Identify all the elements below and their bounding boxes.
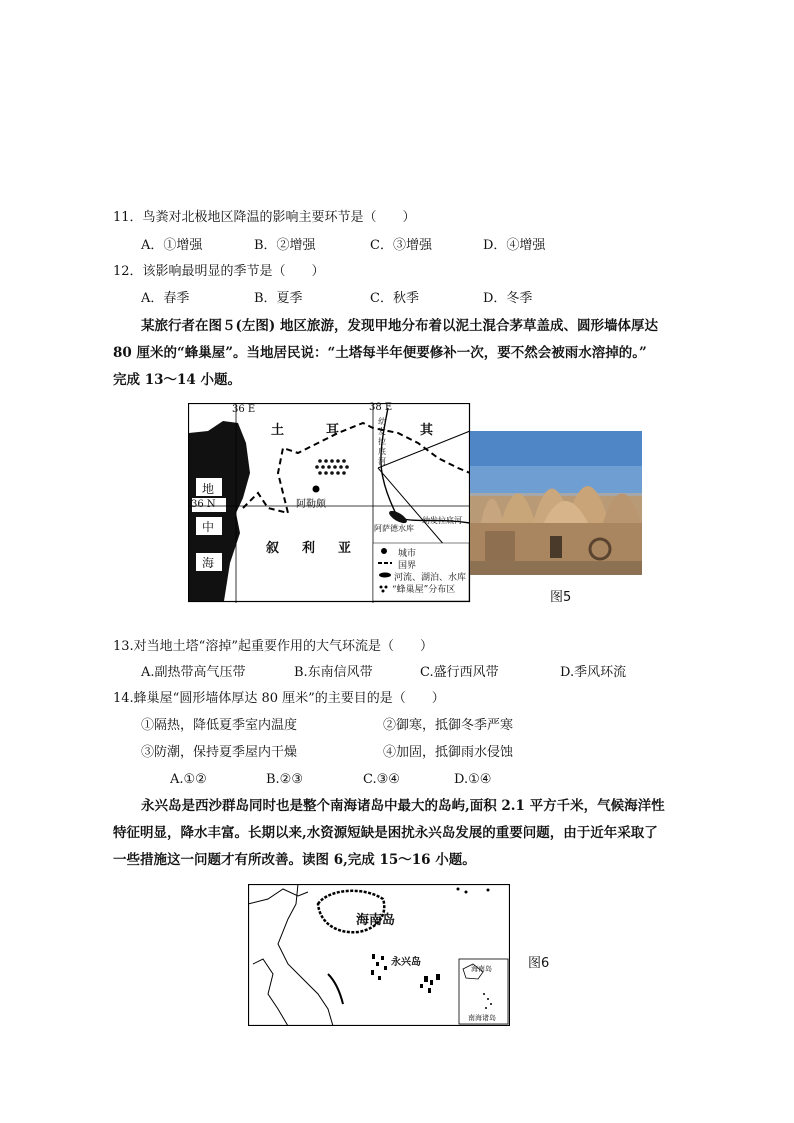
lat-36-label: 36 N bbox=[191, 499, 216, 510]
q13-option-b: B.东南信风带 bbox=[294, 665, 373, 680]
q14-option-b: B.②③ bbox=[266, 772, 303, 787]
passage1-line3: 完成 13～14 小题。 bbox=[113, 372, 241, 388]
legend-beehive: “蜂巢屋”分布区 bbox=[392, 585, 456, 595]
figure-5-caption: 图5 bbox=[550, 590, 572, 605]
passage2-line2: 特征明显，降水丰富。长期以来,水资源短缺是困扰永兴岛发展的重要问题，由于近年采取了 bbox=[113, 825, 658, 841]
q11-option-d: D．④增强 bbox=[483, 238, 546, 253]
turkey-char-3: 其 bbox=[420, 423, 434, 438]
turkey-char-2: 耳 bbox=[326, 423, 340, 438]
q12-stem: 12．该影响最明显的季节是（ ） bbox=[113, 264, 325, 279]
river-label: 幼发拉底河 bbox=[422, 516, 462, 525]
q11-option-b: B．②增强 bbox=[254, 238, 316, 253]
q12-option-a: A．春季 bbox=[141, 291, 190, 306]
syria-char-1: 叙 bbox=[266, 541, 280, 556]
q12-option-b: B．夏季 bbox=[254, 291, 303, 306]
q14-item-2: ②御寒，抵御冬季严寒 bbox=[383, 718, 514, 733]
figure-6-map bbox=[248, 884, 510, 1026]
river-vertical-label: 幼 发 拉 底 河 bbox=[378, 417, 386, 466]
q12-option-d: D．冬季 bbox=[483, 291, 533, 306]
figure-5 bbox=[188, 403, 642, 603]
passage1-line2: 80 厘米的“蜂巢屋”。当地居民说：“土塔每半年便要修补一次，要不然会被雨水溶掉的。” bbox=[113, 345, 647, 361]
q14-item-1: ①隔热，降低夏季室内温度 bbox=[141, 718, 298, 733]
inset-bottom-label: 南海诸岛 bbox=[468, 1014, 496, 1022]
passage2-line3: 一些措施这一问题才有所改善。读图 6,完成 15～16 小题。 bbox=[113, 852, 476, 868]
syria-char-2: 利 bbox=[302, 541, 316, 556]
syria-char-3: 亚 bbox=[338, 541, 352, 556]
legend-border: 国界 bbox=[398, 561, 417, 571]
q14-option-c: C.③④ bbox=[363, 772, 400, 787]
yongxing-label: 永兴岛 bbox=[391, 957, 421, 968]
q14-option-d: D.①④ bbox=[454, 772, 492, 787]
q14-option-a: A.①② bbox=[170, 772, 207, 787]
legend-city: 城市 bbox=[398, 549, 417, 559]
inset-top-label: 海南岛 bbox=[471, 965, 492, 973]
beehive-houses-photo bbox=[470, 431, 642, 575]
figure-6-caption: 图6 bbox=[528, 956, 550, 971]
figure-6 bbox=[248, 884, 510, 1026]
passage2-line1: 永兴岛是西沙群岛同时也是整个南海诸岛中最大的岛屿,面积 2.1 平方千米，气候海洋性 bbox=[141, 798, 665, 814]
q14-item-4: ④加固，抵御雨水侵蚀 bbox=[383, 745, 514, 760]
q13-option-c: C.盛行西风带 bbox=[420, 665, 499, 680]
legend-water: 河流、湖泊、水库 bbox=[394, 573, 467, 583]
sea-char-1: 地 bbox=[202, 482, 215, 496]
reservoir-label: 阿萨德水库 bbox=[374, 524, 414, 533]
sea-char-2: 中 bbox=[202, 520, 215, 534]
q11-option-a: A．①增强 bbox=[141, 238, 203, 253]
q12-option-c: C．秋季 bbox=[370, 291, 419, 306]
lon-38-label: 38 E bbox=[369, 402, 393, 413]
aleppo-label: 阿勒颇 bbox=[296, 499, 326, 510]
q14-stem: 14.蜂巢屋“圆形墙体厚达 80 厘米”的主要目的是（ ） bbox=[113, 691, 445, 706]
sea-char-3: 海 bbox=[202, 556, 215, 570]
q14-item-3: ③防潮，保持夏季屋内干燥 bbox=[141, 745, 298, 760]
q11-stem: 11．鸟粪对北极地区降温的影响主要环节是（ ） bbox=[113, 210, 416, 225]
passage1-line1: 某旅行者在图５(左图) 地区旅游，发现甲地分布着以泥土混合茅草盖成、圆形墙体厚达 bbox=[141, 318, 658, 334]
hainan-label: 海南岛 bbox=[356, 913, 396, 928]
q13-option-d: D.季风环流 bbox=[560, 665, 627, 680]
turkey-char-1: 土 bbox=[271, 423, 285, 438]
lon-36-label: 36 E bbox=[232, 404, 256, 415]
q13-stem: 13.对当地土塔“溶掉”起重要作用的大气环流是（ ） bbox=[113, 639, 433, 654]
city-aleppo-dot bbox=[313, 486, 320, 493]
q13-option-a: A.副热带高气压带 bbox=[141, 665, 246, 680]
q11-option-c: C．③增强 bbox=[370, 238, 432, 253]
